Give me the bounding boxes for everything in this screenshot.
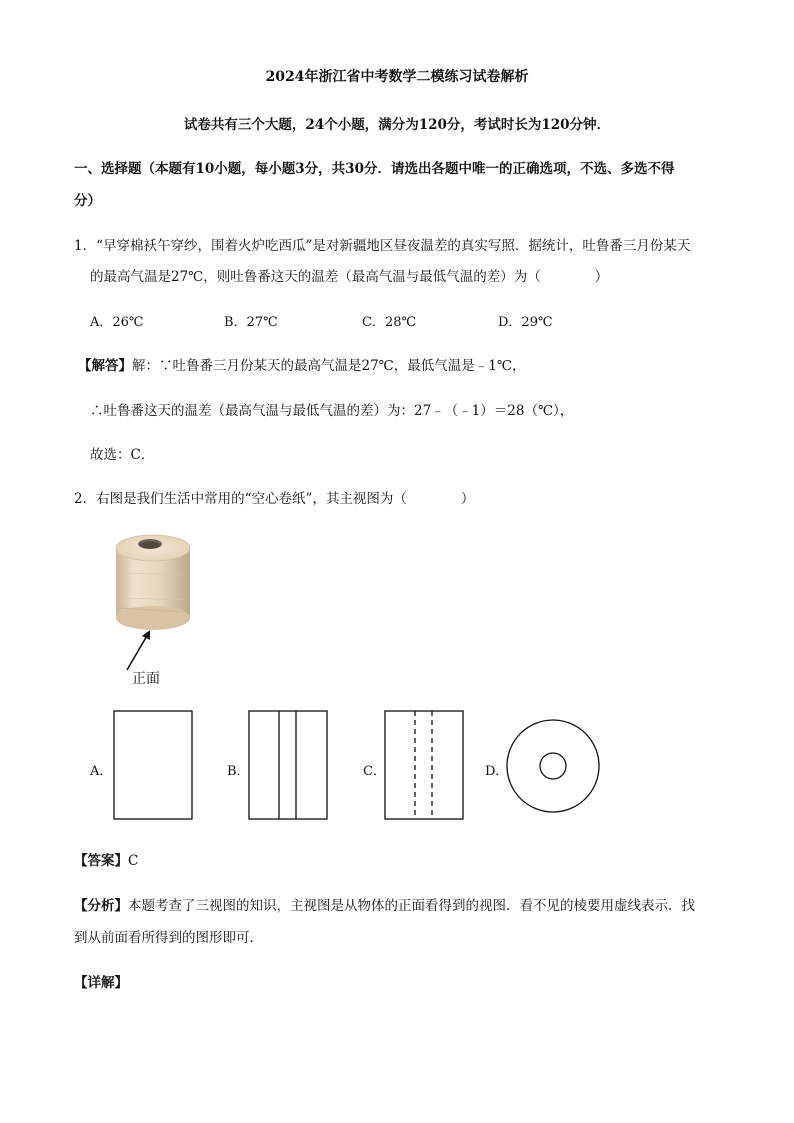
q2-option-a-figure <box>113 710 195 822</box>
q2-option-d-figure <box>505 710 615 822</box>
q1-solution-tag: 【解答】 <box>78 358 132 374</box>
q2-option-d-label: D． <box>485 764 509 779</box>
front-label: 正面 <box>132 671 160 687</box>
q2-answer-tag: 【答案】 <box>74 853 128 869</box>
q1-choice: 故选：C． <box>90 447 155 463</box>
q1-option-c: C．28℃ <box>362 315 417 330</box>
q1-solution-text: 解：∵吐鲁番三月份某天的最高气温是27℃，最低气温是﹣1℃， <box>132 358 526 374</box>
q2-answer-value: C <box>128 853 139 869</box>
q1-solution-line1 <box>78 354 525 374</box>
q2-detail-tag: 【详解】 <box>74 975 128 991</box>
exam-intro: 试卷共有三个大题，24个小题，满分为120分，考试时长为120分钟． <box>183 117 611 133</box>
section-heading-line1: 一、选择题（本题有10小题，每小题3分，共30分．请选出各题中唯一的正确选项，不选、多选不得 <box>74 161 675 177</box>
q2-option-c-label: C． <box>363 764 386 779</box>
q2-option-b-label: B． <box>227 764 250 779</box>
q1-option-d: D．29℃ <box>498 315 553 330</box>
q2-answer <box>74 849 138 869</box>
q2-option-c-figure <box>384 710 466 822</box>
q2-stem: 2．右图是我们生活中常用的“空心卷纸”，其主视图为（ ） <box>74 491 475 507</box>
q1-solution-line2: ∴吐鲁番这天的温差（最高气温与最低气温的差）为：27﹣（﹣1）＝28（℃）， <box>90 403 574 419</box>
q1-option-a: A．26℃ <box>90 315 144 330</box>
document-title: 2024年浙江省中考数学二模练习试卷解析 <box>265 69 529 85</box>
section-heading-line2: 分） <box>74 193 101 209</box>
q2-option-b-figure <box>248 710 330 822</box>
q1-stem-line1: 1．“早穿棉袄午穿纱，围着火炉吃西瓜”是对新疆地区昼夜温差的真实写照．据统计，吐鲁番三月份某天 <box>74 238 691 254</box>
q2-analysis-tag: 【分析】 <box>74 898 128 914</box>
q1-stem-line2: 的最高气温是27℃，则吐鲁番这天的温差（最高气温与最低气温的差）为（ ） <box>90 269 609 285</box>
q2-analysis-text: 本题考查了三视图的知识，主视图是从物体的正面看得到的视图．看不见的棱要用虚线表示．找 <box>128 898 695 914</box>
q2-analysis-line2: 到从前面看所得到的图形即可． <box>74 930 263 946</box>
q2-option-a-label: A． <box>90 764 113 779</box>
q2-analysis-line1 <box>74 894 695 914</box>
q1-option-b: B．27℃ <box>224 315 278 330</box>
